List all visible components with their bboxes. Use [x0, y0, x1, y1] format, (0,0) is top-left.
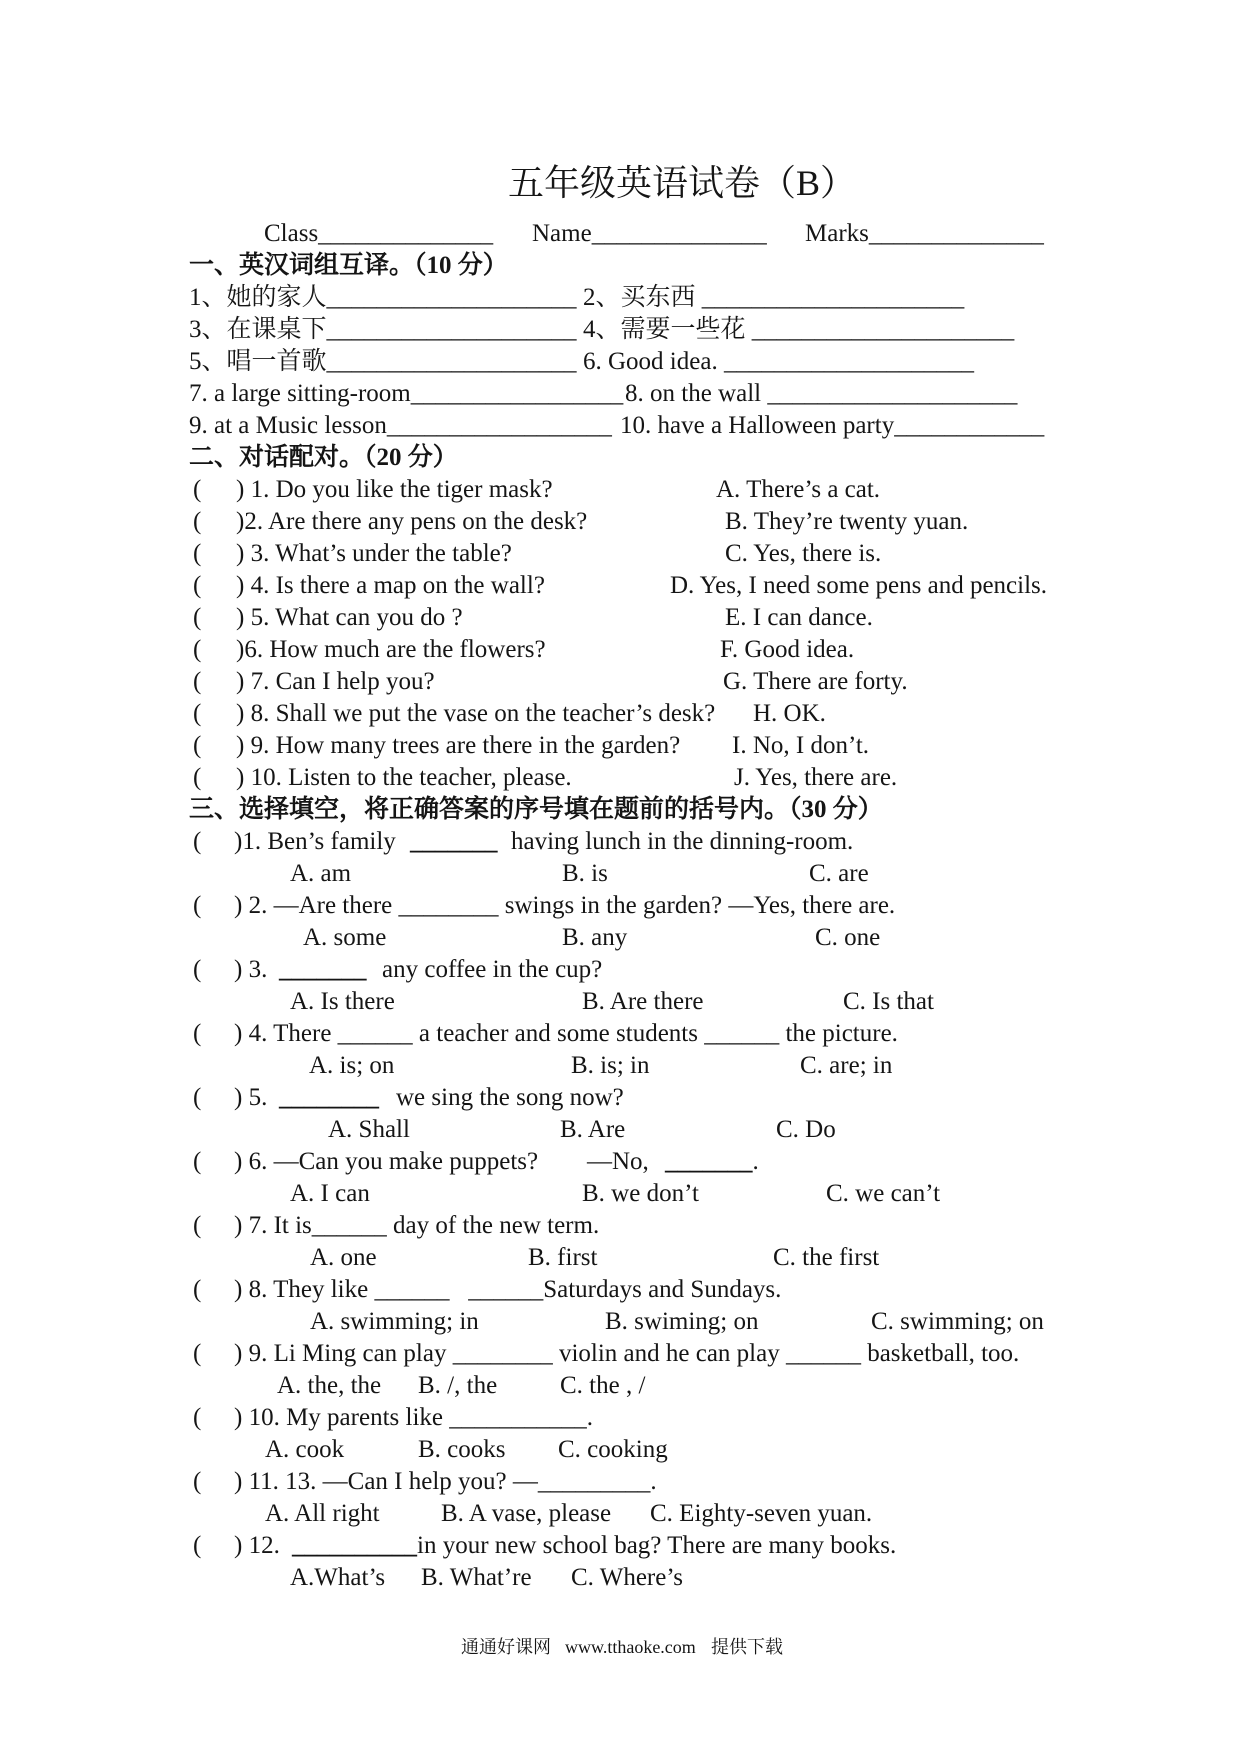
- question-text: any coffee in the cup?: [382, 956, 603, 983]
- option-c: C. Where’s: [571, 1564, 684, 1591]
- choice-question-row: [0, 1338, 1240, 1370]
- choice-question-row: [0, 1082, 1240, 1114]
- match-row: [0, 538, 1240, 570]
- match-row: [0, 602, 1240, 634]
- translation-item: 3、在课桌下____________________: [189, 316, 577, 343]
- section-2-heading-row: [0, 442, 1240, 474]
- translation-row: [0, 346, 1240, 378]
- option-b: B. swiming; on: [605, 1308, 759, 1335]
- section-1-heading-row: [0, 250, 1240, 282]
- translation-row: [0, 410, 1240, 442]
- match-question: ) 9. How many trees are there in the garden?: [236, 732, 681, 759]
- question-text: ) 12.: [234, 1532, 280, 1559]
- option-a: A. some: [303, 924, 387, 951]
- footer-note: 提供下载: [711, 1637, 783, 1657]
- question-blank: _______: [410, 828, 498, 855]
- answer-bracket: (: [193, 668, 202, 695]
- match-row: [0, 666, 1240, 698]
- option-b: B. cooks: [418, 1436, 506, 1463]
- option-a: A. is; on: [309, 1052, 395, 1079]
- translation-item: 10. have a Halloween party____________: [620, 412, 1045, 439]
- question-text: we sing the song now?: [396, 1084, 624, 1111]
- option-a: A. the, the: [277, 1372, 382, 1399]
- match-row: [0, 730, 1240, 762]
- options-row: [0, 1306, 1240, 1338]
- question-blank-group: [292, 1530, 896, 1562]
- answer-bracket: (: [193, 1020, 202, 1047]
- option-b: B. is; in: [571, 1052, 650, 1079]
- student-info-row: [0, 218, 1240, 250]
- match-row: [0, 506, 1240, 538]
- option-c: C. the first: [773, 1244, 880, 1271]
- options-row: [0, 858, 1240, 890]
- choice-question-row: [0, 1466, 1240, 1498]
- match-row: [0, 634, 1240, 666]
- question-text: ) 10. My parents like ___________.: [234, 1404, 593, 1431]
- option-b: B. /, the: [418, 1372, 498, 1399]
- translation-item: 9. at a Music lesson__________________: [189, 412, 612, 439]
- choice-question-row: [0, 1018, 1240, 1050]
- match-question: )6. How much are the flowers?: [236, 636, 546, 663]
- answer-bracket: (: [193, 956, 202, 983]
- match-answer: B. They’re twenty yuan.: [725, 508, 969, 535]
- footer-site-name: 通通好课网: [461, 1637, 551, 1657]
- choice-question-row: [0, 1530, 1240, 1562]
- option-b: B. first: [528, 1244, 598, 1271]
- translation-item: 1、她的家人____________________: [189, 284, 577, 311]
- question-text: ) 3.: [234, 956, 268, 983]
- translation-item: 6. Good idea. ____________________: [583, 348, 974, 375]
- question-text: ) 6. —Can you make puppets?: [234, 1148, 539, 1175]
- option-c: C. Do: [776, 1116, 836, 1143]
- match-answer: F. Good idea.: [720, 636, 855, 663]
- match-question: ) 5. What can you do ?: [236, 604, 463, 631]
- translation-row: [0, 314, 1240, 346]
- answer-bracket: (: [193, 764, 202, 791]
- question-text: having lunch in the dinning-room.: [511, 828, 854, 855]
- option-c: C. are: [809, 860, 869, 887]
- answer-bracket: (: [193, 892, 202, 919]
- answer-bracket: (: [193, 1276, 202, 1303]
- match-question: ) 4. Is there a map on the wall?: [236, 572, 545, 599]
- match-row: [0, 474, 1240, 506]
- answer-bracket: (: [193, 1340, 202, 1367]
- options-row: [0, 1178, 1240, 1210]
- section-3-heading-row: [0, 794, 1240, 826]
- answer-bracket: (: [193, 1148, 202, 1175]
- option-b: B. any: [562, 924, 628, 951]
- options-row: [0, 1242, 1240, 1274]
- question-text: in your new school bag? There are many books.: [417, 1532, 897, 1559]
- translation-item: 4、需要一些花 _____________________: [583, 316, 1015, 343]
- translation-item: 5、唱一首歌____________________: [189, 348, 577, 375]
- exam-title: 五年级英语试卷（B）: [508, 163, 857, 203]
- match-answer: A. There’s a cat.: [716, 476, 881, 503]
- option-c: C. Is that: [843, 988, 934, 1015]
- option-c: C. one: [815, 924, 881, 951]
- question-text: ) 9. Li Ming can play ________ violin and he can play ______ basketball, too.: [234, 1340, 1020, 1367]
- class-field: Class______________: [264, 220, 494, 247]
- choice-question-row: [0, 890, 1240, 922]
- option-b: B. A vase, please: [441, 1500, 612, 1527]
- name-field: Name______________: [532, 220, 767, 247]
- question-text: ) 4. There ______ a teacher and some students ______ the picture.: [234, 1020, 898, 1047]
- question-text: ) 7. It is______ day of the new term.: [234, 1212, 600, 1239]
- match-row: [0, 570, 1240, 602]
- option-a: A. one: [310, 1244, 377, 1271]
- options-row: [0, 1498, 1240, 1530]
- question-text: ) 11. 13. —Can I help you? —_________.: [234, 1468, 657, 1495]
- answer-bracket: (: [193, 508, 202, 535]
- answer-bracket: (: [193, 604, 202, 631]
- answer-bracket: (: [193, 572, 202, 599]
- translation-row: [0, 282, 1240, 314]
- match-answer: E. I can dance.: [725, 604, 873, 631]
- match-question: ) 7. Can I help you?: [236, 668, 435, 695]
- marks-field: Marks______________: [805, 220, 1044, 247]
- choice-question-row: [0, 1274, 1240, 1306]
- options-row: [0, 1050, 1240, 1082]
- choice-question-row: [0, 826, 1240, 858]
- option-a: A. Is there: [290, 988, 395, 1015]
- question-blank: _______: [279, 956, 367, 983]
- option-a: A. I can: [290, 1180, 370, 1207]
- options-row: [0, 986, 1240, 1018]
- options-row: [0, 922, 1240, 954]
- choice-question-row: [0, 1210, 1240, 1242]
- match-question: ) 3. What’s under the table?: [236, 540, 512, 567]
- question-text: .: [752, 1148, 759, 1175]
- option-c: C. Eighty-seven yuan.: [650, 1500, 873, 1527]
- choice-question-row: [0, 1146, 1240, 1178]
- section-1-heading: 一、英汉词组互译。（10 分）: [189, 252, 508, 279]
- choice-question-row: [0, 954, 1240, 986]
- options-row: [0, 1562, 1240, 1594]
- option-a: A. cook: [265, 1436, 345, 1463]
- option-c: C. are; in: [800, 1052, 893, 1079]
- option-a: A. am: [290, 860, 352, 887]
- question-blank: _______: [665, 1148, 753, 1175]
- match-row: [0, 698, 1240, 730]
- match-answer: C. Yes, there is.: [725, 540, 882, 567]
- page-footer: [0, 1635, 1240, 1659]
- match-answer: H. OK.: [753, 700, 826, 727]
- options-row: [0, 1370, 1240, 1402]
- option-c: C. swimming; on: [871, 1308, 1044, 1335]
- question-reply: —No,: [587, 1148, 649, 1175]
- match-question: ) 10. Listen to the teacher, please.: [236, 764, 572, 791]
- answer-bracket: (: [193, 636, 202, 663]
- question-blank: __________: [292, 1532, 417, 1559]
- option-b: B. Are: [560, 1116, 626, 1143]
- answer-bracket: (: [193, 540, 202, 567]
- match-answer: J. Yes, there are.: [734, 764, 898, 791]
- match-answer: G. There are forty.: [723, 668, 908, 695]
- options-row: [0, 1434, 1240, 1466]
- answer-bracket: (: [193, 700, 202, 727]
- question-text: ) 5.: [234, 1084, 268, 1111]
- question-blank-group: [665, 1146, 759, 1178]
- translation-item: 7. a large sitting-room_________________: [189, 380, 624, 407]
- option-b: B. Are there: [582, 988, 704, 1015]
- option-c: C. the , /: [560, 1372, 646, 1399]
- match-question: )2. Are there any pens on the desk?: [236, 508, 588, 535]
- question-text: )1. Ben’s family: [234, 828, 396, 855]
- answer-bracket: (: [193, 1212, 202, 1239]
- section-2-heading: 二、对话配对。（20 分）: [189, 444, 458, 471]
- translation-row: [0, 378, 1240, 410]
- option-a: A. Shall: [328, 1116, 410, 1143]
- match-question: ) 1. Do you like the tiger mask?: [236, 476, 553, 503]
- question-blank: ________: [279, 1084, 379, 1111]
- answer-bracket: (: [193, 1468, 202, 1495]
- option-c: C. we can’t: [826, 1180, 941, 1207]
- translation-item: 8. on the wall ____________________: [625, 380, 1018, 407]
- options-row: [0, 1114, 1240, 1146]
- footer-url: www.tthaoke.com: [565, 1637, 696, 1657]
- option-a: A.What’s: [290, 1564, 386, 1591]
- choice-question-row: [0, 1402, 1240, 1434]
- match-answer: D. Yes, I need some pens and pencils.: [670, 572, 1048, 599]
- answer-bracket: (: [193, 1532, 202, 1559]
- translation-item: 2、买东西 _____________________: [583, 284, 965, 311]
- option-a: A. All right: [265, 1500, 380, 1527]
- answer-bracket: (: [193, 1084, 202, 1111]
- option-a: A. swimming; in: [310, 1308, 479, 1335]
- option-b: B. What’re: [421, 1564, 532, 1591]
- question-text: ) 8. They like ______ ______Saturdays and Sundays.: [234, 1276, 782, 1303]
- option-b: B. we don’t: [582, 1180, 699, 1207]
- match-question: ) 8. Shall we put the vase on the teacher’s desk?: [236, 700, 716, 727]
- answer-bracket: (: [193, 1404, 202, 1431]
- option-c: C. cooking: [558, 1436, 668, 1463]
- answer-bracket: (: [193, 732, 202, 759]
- option-b: B. is: [562, 860, 608, 887]
- section-3-heading: 三、选择填空，将正确答案的序号填在题前的括号内。（30 分）: [189, 796, 883, 823]
- match-row: [0, 762, 1240, 794]
- match-answer: I. No, I don’t.: [732, 732, 870, 759]
- answer-bracket: (: [193, 476, 202, 503]
- question-text: ) 2. —Are there ________ swings in the garden? —Yes, there are.: [234, 892, 896, 919]
- answer-bracket: (: [193, 828, 202, 855]
